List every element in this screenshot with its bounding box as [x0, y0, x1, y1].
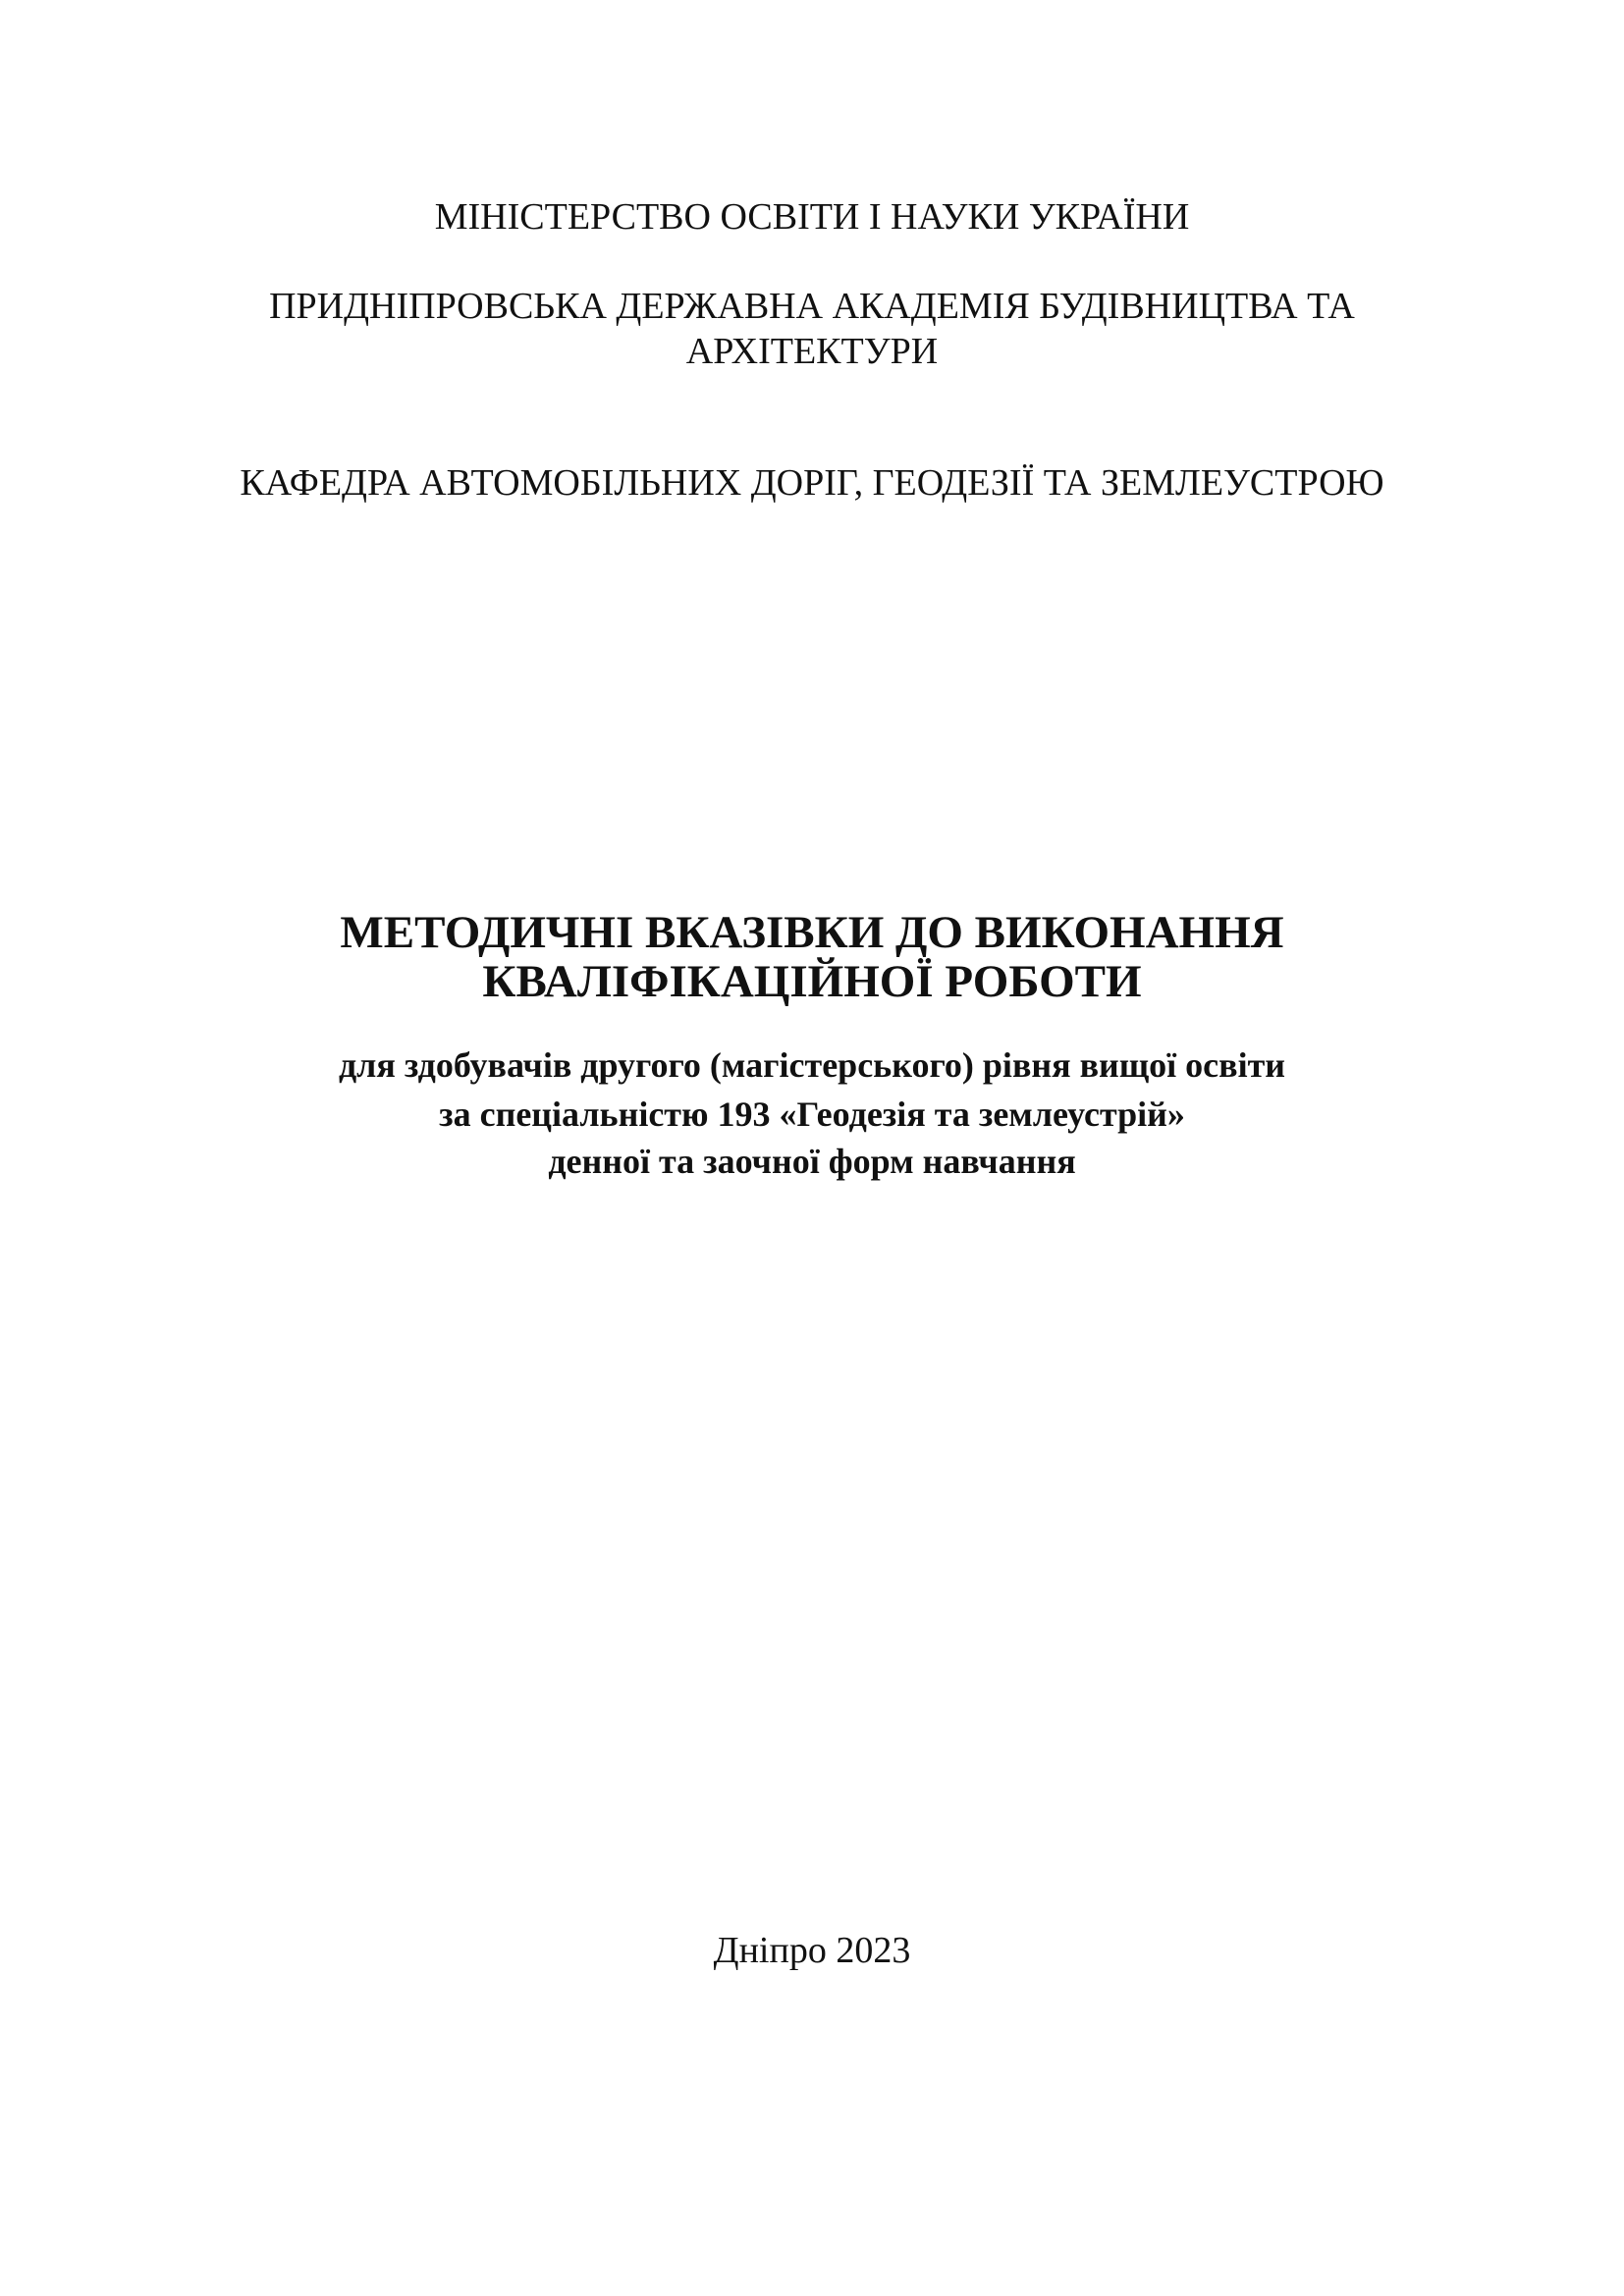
academy-name-line-1: ПРИДНІПРОВСЬКА ДЕРЖАВНА АКАДЕМІЯ БУДІВНИЦТВА ТА [269, 286, 1355, 327]
subtitle-line-1: для здобувачів другого (магістерського) рівня вищої освіти [338, 1045, 1286, 1085]
subtitle-line-3: денної та заочної форм навчання [548, 1142, 1076, 1181]
place-and-year: Дніпро 2023 [713, 1930, 911, 1971]
academy-name-line-2: АРХІТЕКТУРИ [685, 331, 939, 372]
department-name: КАФЕДРА АВТОМОБІЛЬНИХ ДОРІГ, ГЕОДЕЗІЇ ТА ЗЕМЛЕУСТРОЮ [240, 462, 1384, 504]
document-title-line-1: МЕТОДИЧНІ ВКАЗІВКИ ДО ВИКОНАННЯ [340, 907, 1284, 958]
subtitle-line-2: за спеціальністю 193 «Геодезія та землеустрій» [439, 1095, 1185, 1134]
document-title-line-2: КВАЛІФІКАЦІЙНОЇ РОБОТИ [482, 956, 1142, 1007]
ministry-name: МІНІСТЕРСТВО ОСВІТИ І НАУКИ УКРАЇНИ [434, 196, 1190, 238]
